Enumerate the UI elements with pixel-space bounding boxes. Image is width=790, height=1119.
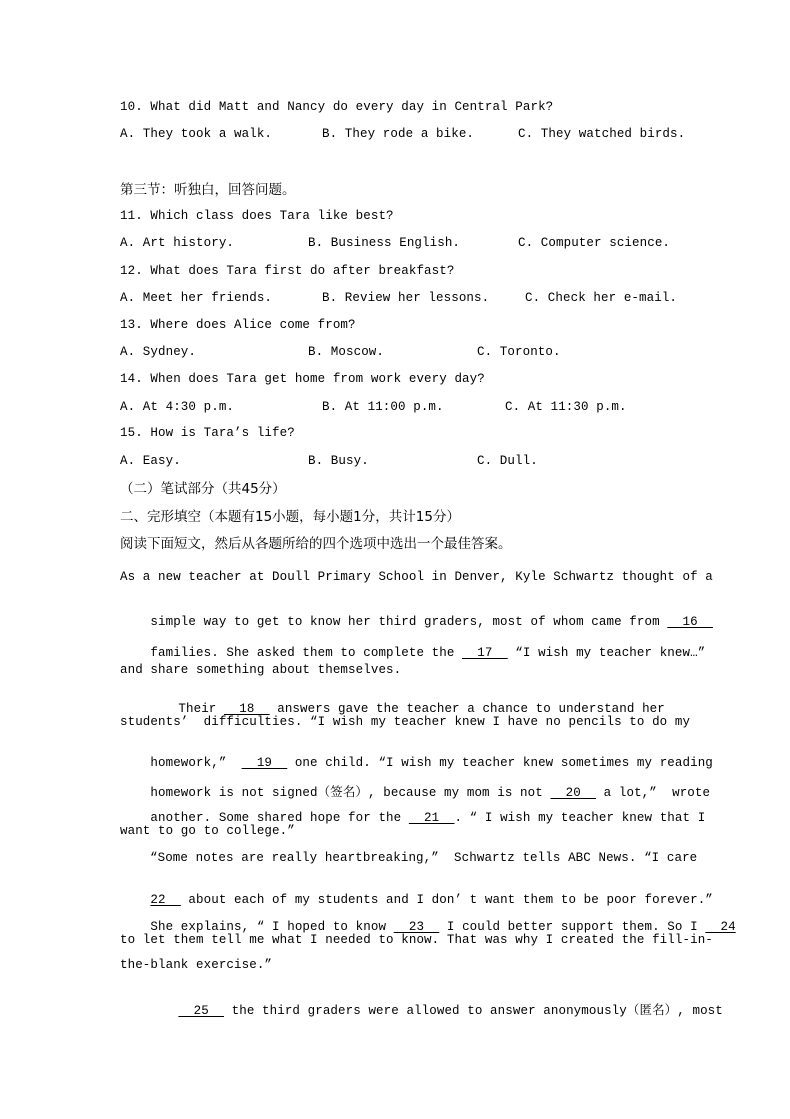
q13-option-a: A. Sydney. xyxy=(120,345,197,359)
q15-option-b: B. Busy. xyxy=(308,454,369,468)
question-12: 12. What does Tara first do after breakfast? xyxy=(120,264,455,278)
passage-line: and share something about themselves. xyxy=(120,663,402,677)
passage-text: homework,” xyxy=(150,756,242,770)
q13-option-b: B. Moscow. xyxy=(308,345,385,359)
blank-24: 24 xyxy=(705,920,736,934)
blank-16: 16 xyxy=(667,615,713,629)
blank-23: 23 xyxy=(393,920,440,934)
passage-text: . “ I wish my teacher knew that I xyxy=(454,811,706,825)
q15-option-a: A. Easy. xyxy=(120,454,181,468)
passage-line: to let them tell me what I needed to know. That was why I created the fill-in- xyxy=(120,933,713,947)
q12-option-c: C. Check her e-mail. xyxy=(525,291,678,305)
passage-text: a lot,” wrote xyxy=(596,786,711,800)
blank-25: 25 xyxy=(178,1004,225,1018)
passage-text: about each of my students and I don’ t want them to be poor forever.” xyxy=(180,893,713,907)
passage-text: the third graders were allowed to answer anonymously（匿名）, most xyxy=(224,1004,723,1018)
q12-option-a: A. Meet her friends. xyxy=(120,291,273,305)
cloze-title: 二、完形填空（本题有15小题，每小题1分，共计15分） xyxy=(120,509,460,525)
q14-option-a: A. At 4:30 p.m. xyxy=(120,400,235,414)
q15-option-c: C. Dull. xyxy=(477,454,538,468)
q11-option-a: A. Art history. xyxy=(120,236,235,250)
q10-option-c: C. They watched birds. xyxy=(518,127,686,141)
passage-line: students’ difficulties. “I wish my teacher knew I have no pencils to do my xyxy=(120,715,691,729)
passage-text: Their xyxy=(178,702,225,716)
passage-line: the-blank exercise.” xyxy=(120,958,273,972)
blank-19: 19 xyxy=(241,756,288,770)
passage-text: another. Some shared hope for the xyxy=(150,811,409,825)
q10-option-b: B. They rode a bike. xyxy=(322,127,475,141)
blank-21: 21 xyxy=(408,811,455,825)
passage-line: As a new teacher at Doull Primary School in Denver, Kyle Schwartz thought of a xyxy=(120,570,713,584)
passage-text: homework is not signed（签名）, because my mom is not xyxy=(150,786,551,800)
blank-18: 18 xyxy=(224,702,270,716)
q11-option-c: C. Computer science. xyxy=(518,236,671,250)
blank-17: 17 xyxy=(462,646,508,660)
q10-option-a: A. They took a walk. xyxy=(120,127,273,141)
passage-text: simple way to get to know her third graders, most of whom came from xyxy=(150,615,668,629)
passage-text: I could better support them. So I xyxy=(439,920,706,934)
passage-text: families. She asked them to complete the xyxy=(150,646,463,660)
question-10: 10. What did Matt and Nancy do every day in Central Park? xyxy=(120,100,554,114)
question-13: 13. Where does Alice come from? xyxy=(120,318,356,332)
passage-line: want to go to college.” xyxy=(120,824,295,838)
cloze-instruction: 阅读下面短文，然后从各题所给的四个选项中选出一个最佳答案。 xyxy=(120,536,512,552)
question-14: 14. When does Tara get home from work every day? xyxy=(120,372,485,386)
q13-option-c: C. Toronto. xyxy=(477,345,561,359)
blank-20: 20 xyxy=(550,786,597,800)
q14-option-c: C. At 11:30 p.m. xyxy=(505,400,627,414)
q14-option-b: B. At 11:00 p.m. xyxy=(322,400,444,414)
question-11: 11. Which class does Tara like best? xyxy=(120,209,394,223)
q11-option-b: B. Business English. xyxy=(308,236,461,250)
question-15: 15. How is Tara’s life? xyxy=(120,426,295,440)
passage-text: answers gave the teacher a chance to understand her xyxy=(269,702,665,716)
passage-text: She explains, “ I hoped to know xyxy=(150,920,394,934)
section3-title: 第三节：听独白，回答问题。 xyxy=(120,182,296,198)
q12-option-b: B. Review her lessons. xyxy=(322,291,490,305)
blank-22: 22 xyxy=(150,893,181,907)
passage-line xyxy=(148,986,723,1032)
passage-line: “Some notes are really heartbreaking,” Schwartz tells ABC News. “I care xyxy=(150,851,698,865)
passage-text: one child. “I wish my teacher knew sometimes my reading xyxy=(287,756,713,770)
passage-text: “I wish my teacher knew…” xyxy=(507,646,706,660)
part2-title: （二）笔试部分（共45分） xyxy=(120,481,286,497)
